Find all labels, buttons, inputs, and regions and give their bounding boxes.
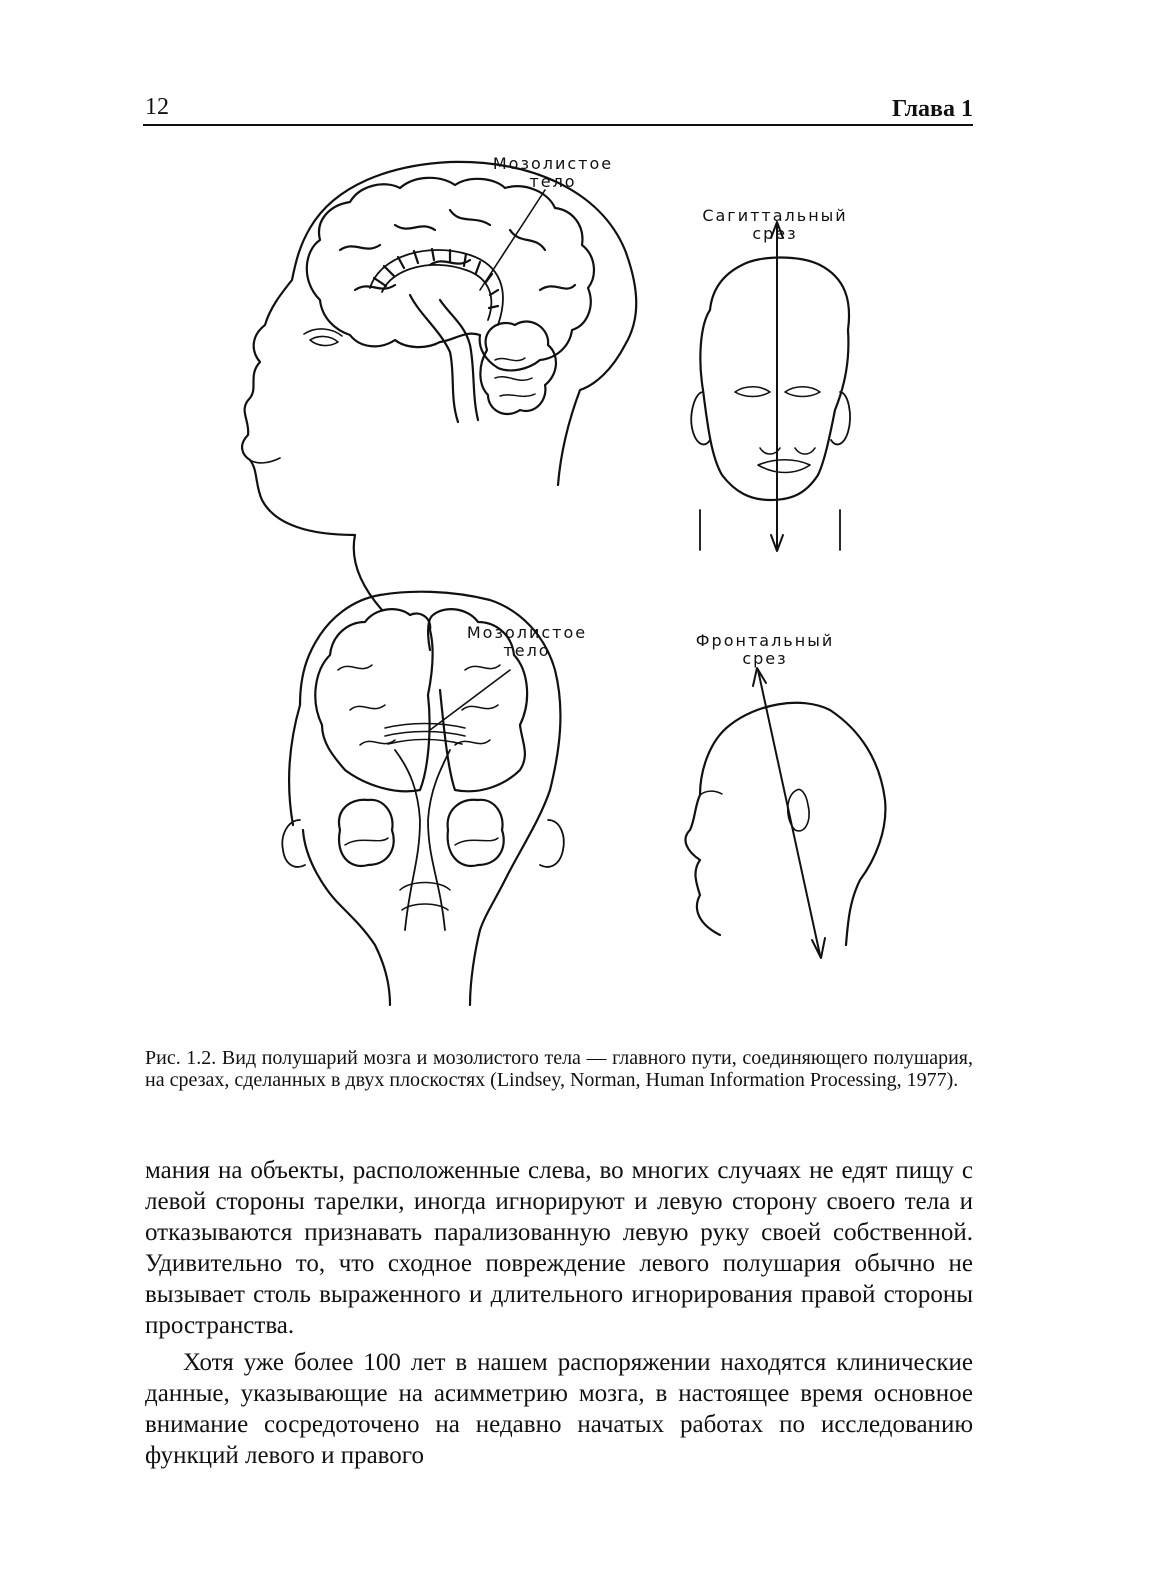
corpus-callosum-label-bottom <box>462 624 592 660</box>
plane-line2: срез <box>752 224 798 243</box>
sagittal-head-illustration <box>242 162 636 610</box>
frontal-section-label <box>690 632 840 668</box>
page-number: 12 <box>145 94 169 120</box>
callout-line2: тело <box>503 641 551 660</box>
chapter-title: Глава 1 <box>892 96 973 122</box>
body-text <box>145 1155 973 1471</box>
sagittal-plane-illustration <box>691 222 850 551</box>
paragraph: Хотя уже более 100 лет в нашем распоряжении находятся клинические данные, указывающие на асимметрию мозга, в настоящее время основное внимание сосредоточено на недавно начатых работах по исследованию функций левого и правого <box>145 1349 973 1469</box>
corpus-callosum-label-top <box>488 155 618 191</box>
brain-figure <box>0 130 1163 1040</box>
callout-line1: Мозолистое <box>466 623 588 642</box>
callout-line1: Мозолистое <box>492 154 614 173</box>
plane-line2: срез <box>742 649 788 668</box>
callout-line2: тело <box>529 172 577 191</box>
plane-line1: Фронтальный <box>695 631 835 650</box>
plane-line1: Сагиттальный <box>702 206 848 225</box>
paragraph: мания на объекты, расположенные слева, во многих случаях не едят пищу с левой стороны тарелки, иногда игнорируют и левую сторону своего тела и отказываются признавать парализованную левую руку своей собственной. Удивительно то, что сходное повреждение левого полушария обычно не вызывает столь выраженного и длительного игнорирования правой стороны пространства. <box>145 1157 973 1339</box>
header-rule <box>143 124 973 126</box>
sagittal-section-label <box>700 207 850 243</box>
frontal-plane-illustration <box>685 668 885 958</box>
figure-caption: Рис. 1.2. Вид полушарий мозга и мозолистого тела — главного пути, соединяющего полушария, на срезах, сделанных в двух плоскостях (Lindsey, Norman, Human Information Processing, 1977). <box>145 1047 973 1091</box>
